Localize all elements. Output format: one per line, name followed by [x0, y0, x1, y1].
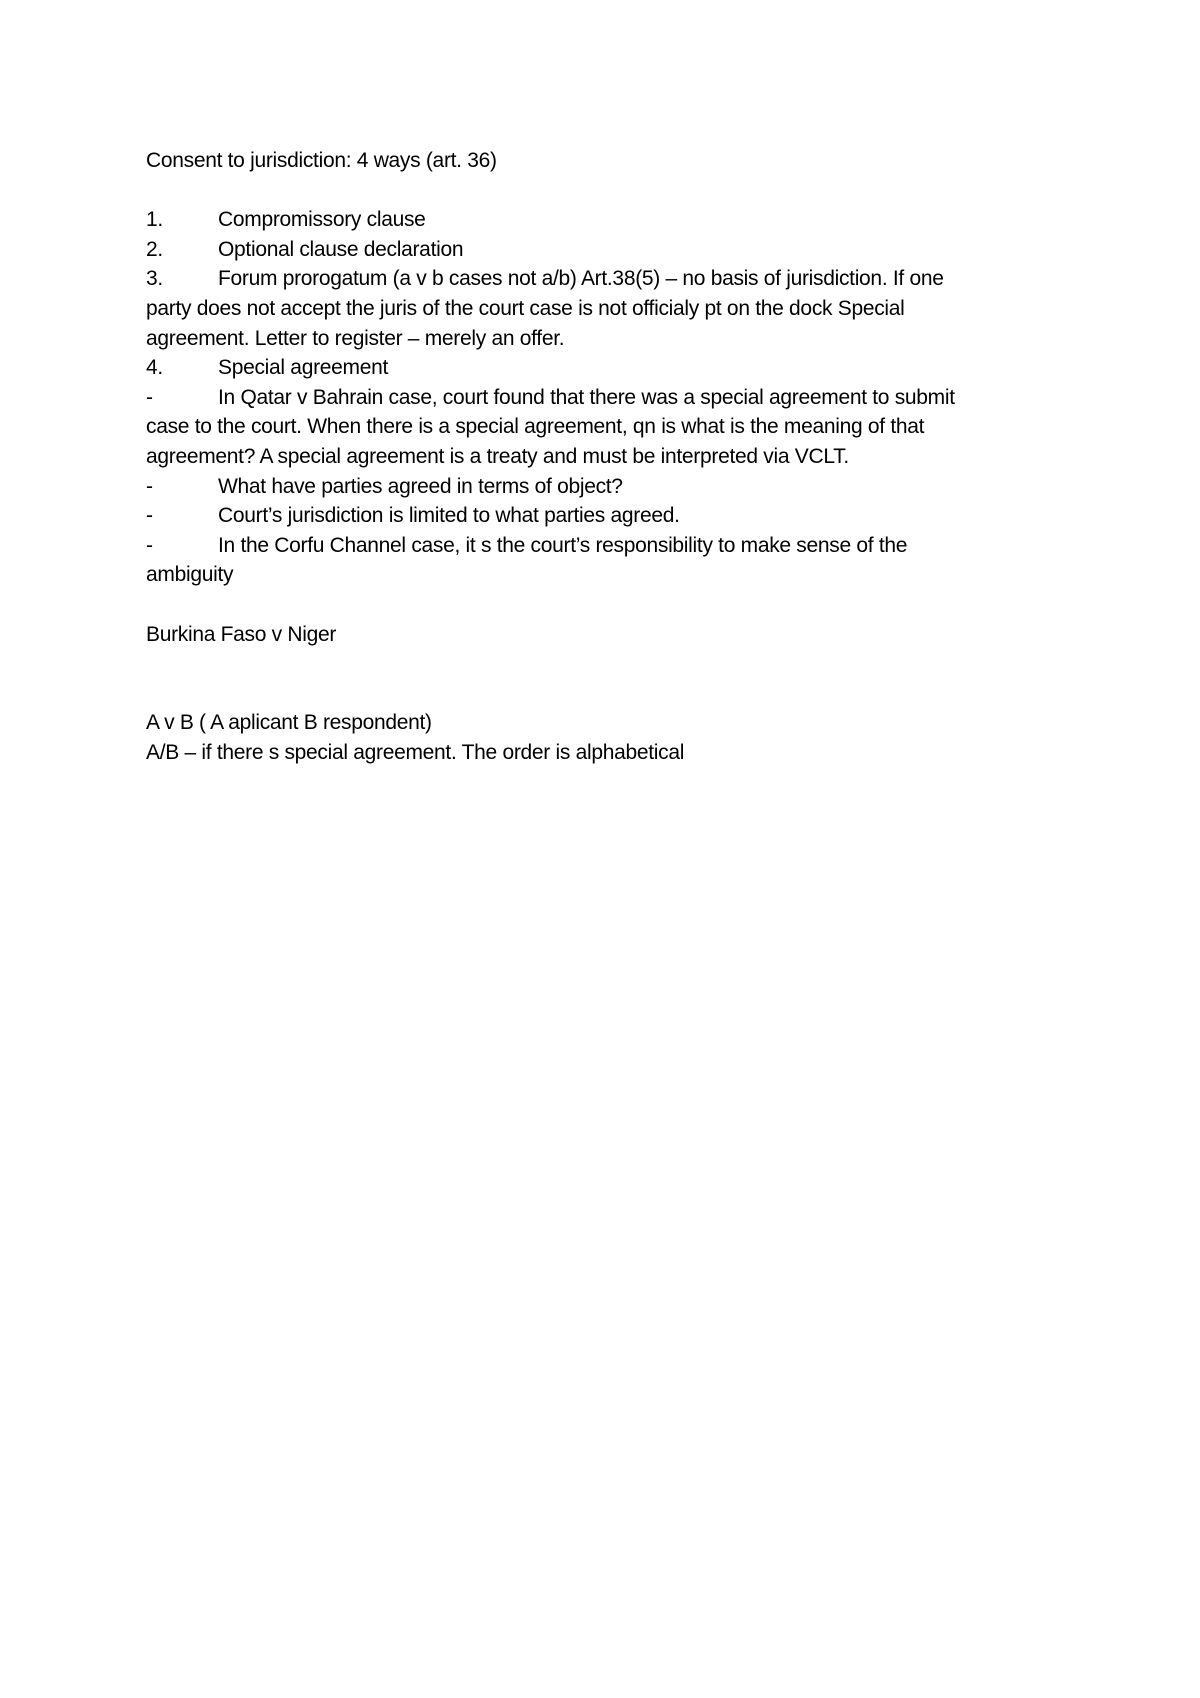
list-item [146, 264, 1046, 294]
bullet-item [146, 383, 1046, 413]
bullet-marker: - [146, 385, 153, 409]
bullet-marker: - [146, 474, 153, 498]
list-item-text: Forum prorogatum (a v b cases not a/b) Art.38(5) – no basis of jurisdiction. If one [218, 267, 944, 291]
list-marker: 4. [146, 356, 163, 380]
list-marker: 3. [146, 267, 163, 291]
bullet-marker: - [146, 533, 153, 557]
list-marker: 1. [146, 208, 163, 232]
list-item-text: Special agreement [218, 356, 389, 380]
bullet-item [146, 501, 1046, 531]
document-heading: Consent to jurisdiction: 4 ways (art. 36) [146, 149, 497, 172]
list-marker: 2. [146, 237, 163, 261]
note-line: A/B – if there s special agreement. The order is alphabetical [146, 740, 685, 764]
spacer [146, 590, 1046, 620]
document-body [146, 146, 1046, 767]
case-title: Burkina Faso v Niger [146, 622, 337, 646]
list-item-text: Optional clause declaration [218, 237, 464, 261]
list-item-text: Compromissory clause [218, 208, 426, 232]
list-item-continuation: party does not accept the juris of the court case is not officialy pt on the dock Special [146, 296, 905, 320]
bullet-item-continuation: agreement? A special agreement is a treaty and must be interpreted via VCLT. [146, 444, 849, 468]
list-item-continuation: agreement. Letter to register – merely an offer. [146, 326, 565, 350]
bullet-item-text: What have parties agreed in terms of object? [218, 474, 623, 498]
note-line: A v B ( A aplicant B respondent) [146, 711, 432, 735]
bullet-item-continuation: ambiguity [146, 563, 234, 587]
list-item [146, 353, 1046, 383]
bullet-item-text: In Qatar v Bahrain case, court found that there was a special agreement to submit [218, 385, 955, 409]
bullet-item-text: Court’s jurisdiction is limited to what parties agreed. [218, 504, 680, 528]
bullet-item-text: In the Corfu Channel case, it s the court’s responsibility to make sense of the [218, 533, 908, 557]
bullet-item-continuation: case to the court. When there is a special agreement, qn is what is the meaning of that [146, 415, 925, 439]
bullet-marker: - [146, 504, 153, 528]
spacer [146, 649, 1046, 708]
bullet-item [146, 531, 1046, 561]
list-item [146, 205, 1046, 235]
list-item [146, 235, 1046, 265]
bullet-item [146, 472, 1046, 502]
spacer [146, 176, 1046, 206]
